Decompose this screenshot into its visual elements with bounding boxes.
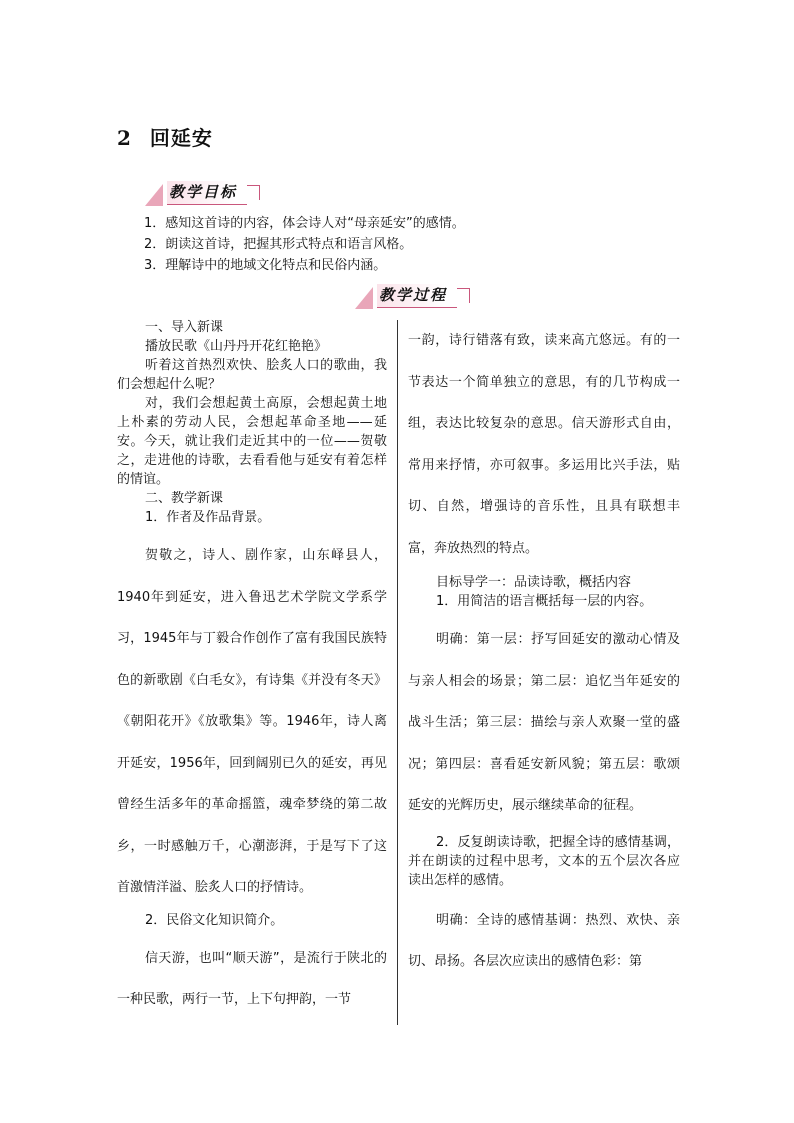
banner-corner-decoration <box>455 288 470 303</box>
goals-heading: 教学目标 <box>167 181 247 205</box>
process-heading: 教学过程 <box>377 284 457 308</box>
answer-paragraph: 明确：第一层：抒写回延安的激动心情及与亲人相会的场景；第二层：追忆当年延安的战斗生活；第三层：描绘与亲人欢聚一堂的盛况；第四层：喜看延安新风貌；第五层：歌颂延安的光辉历史，展示继续革命的征程。 <box>408 632 680 813</box>
goals-list <box>144 213 465 276</box>
intro-line: 播放民歌《山丹丹开花红艳艳》 <box>145 339 328 354</box>
left-column <box>117 318 387 1020</box>
guide-question: 2．反复朗读诗歌，把握全诗的感情基调，并在朗读的过程中思考，文本的五个层次各应读出怎样的感情。 <box>408 834 680 888</box>
guide-question: 1．用简洁的语言概括每一层的内容。 <box>436 594 653 609</box>
author-paragraph: 贺敬之，诗人、剧作家，山东峄县人，1940年到延安，进入鲁迅艺术学院文学系学习，1945年与丁毅合作创作了富有我国民族特色的新歌剧《白毛女》，有诗集《并没有冬天》《朝阳花开》《放歌集》等。1946年，诗人离开延安，1956年，回到阔别已久的延安，再见曾经生活多年的革命摇篮，魂牵梦绕的第二故乡，一时感触万千，心潮澎湃，于是写下了这首激情洋溢、脍炙人口的抒情诗。 <box>117 548 387 895</box>
goal-item: 2．朗读这首诗，把握其形式特点和语言风格。 <box>144 237 413 252</box>
goal-item: 3．理解诗中的地域文化特点和民俗内涵。 <box>144 258 387 273</box>
answer-paragraph: 明确：全诗的感情基调：热烈、欢快、亲切、昂扬。各层次应读出的感情色彩：第 <box>408 912 680 969</box>
guide-heading: 目标导学一：品读诗歌，概括内容 <box>436 575 632 590</box>
author-background-heading: 1．作者及作品背景。 <box>145 510 271 525</box>
intro-paragraph: 对，我们会想起黄土高原，会想起黄土地上朴素的劳动人民，会想起革命圣地——延安。今天，就让我们走近其中的一位——贺敬之，走进他的诗歌，去看看他与延安有着怎样的情谊。 <box>117 396 387 487</box>
intro-heading: 一、导入新课 <box>145 320 224 335</box>
goal-item: 1．感知这首诗的内容，体会诗人对“母亲延安”的感情。 <box>144 216 465 231</box>
process-banner <box>355 283 470 309</box>
banner-corner-decoration <box>245 185 260 200</box>
intro-paragraph: 听着这首热烈欢快、脍炙人口的歌曲，我们会想起什么呢？ <box>117 358 387 392</box>
folk-paragraph: 信天游，也叫“顺天游”，是流行于陕北的一种民歌，两行一节，上下句押韵，一节 <box>117 950 387 1007</box>
lesson-name: 回延安 <box>149 126 213 150</box>
lesson-number: 2 <box>117 126 132 150</box>
lesson-title <box>117 122 213 151</box>
folk-paragraph-continued: 一韵，诗行错落有致，读来高亢悠远。有的一节表达一个简单独立的意思，有的几节构成一组，表达比较复杂的意思。信天游形式自由，常用来抒情，亦可叙事。多运用比兴手法，贴切、自然，增强诗的音乐性，且具有联想丰富，奔放热烈的特点。 <box>408 333 680 556</box>
banner-triangle-decoration <box>355 287 373 309</box>
banner-triangle-decoration <box>145 184 163 206</box>
column-divider <box>397 320 398 1025</box>
goals-banner <box>145 180 260 206</box>
right-column <box>408 318 680 983</box>
folk-culture-heading: 2．民俗文化知识简介。 <box>145 912 284 928</box>
new-lesson-heading: 二、教学新课 <box>145 491 224 506</box>
